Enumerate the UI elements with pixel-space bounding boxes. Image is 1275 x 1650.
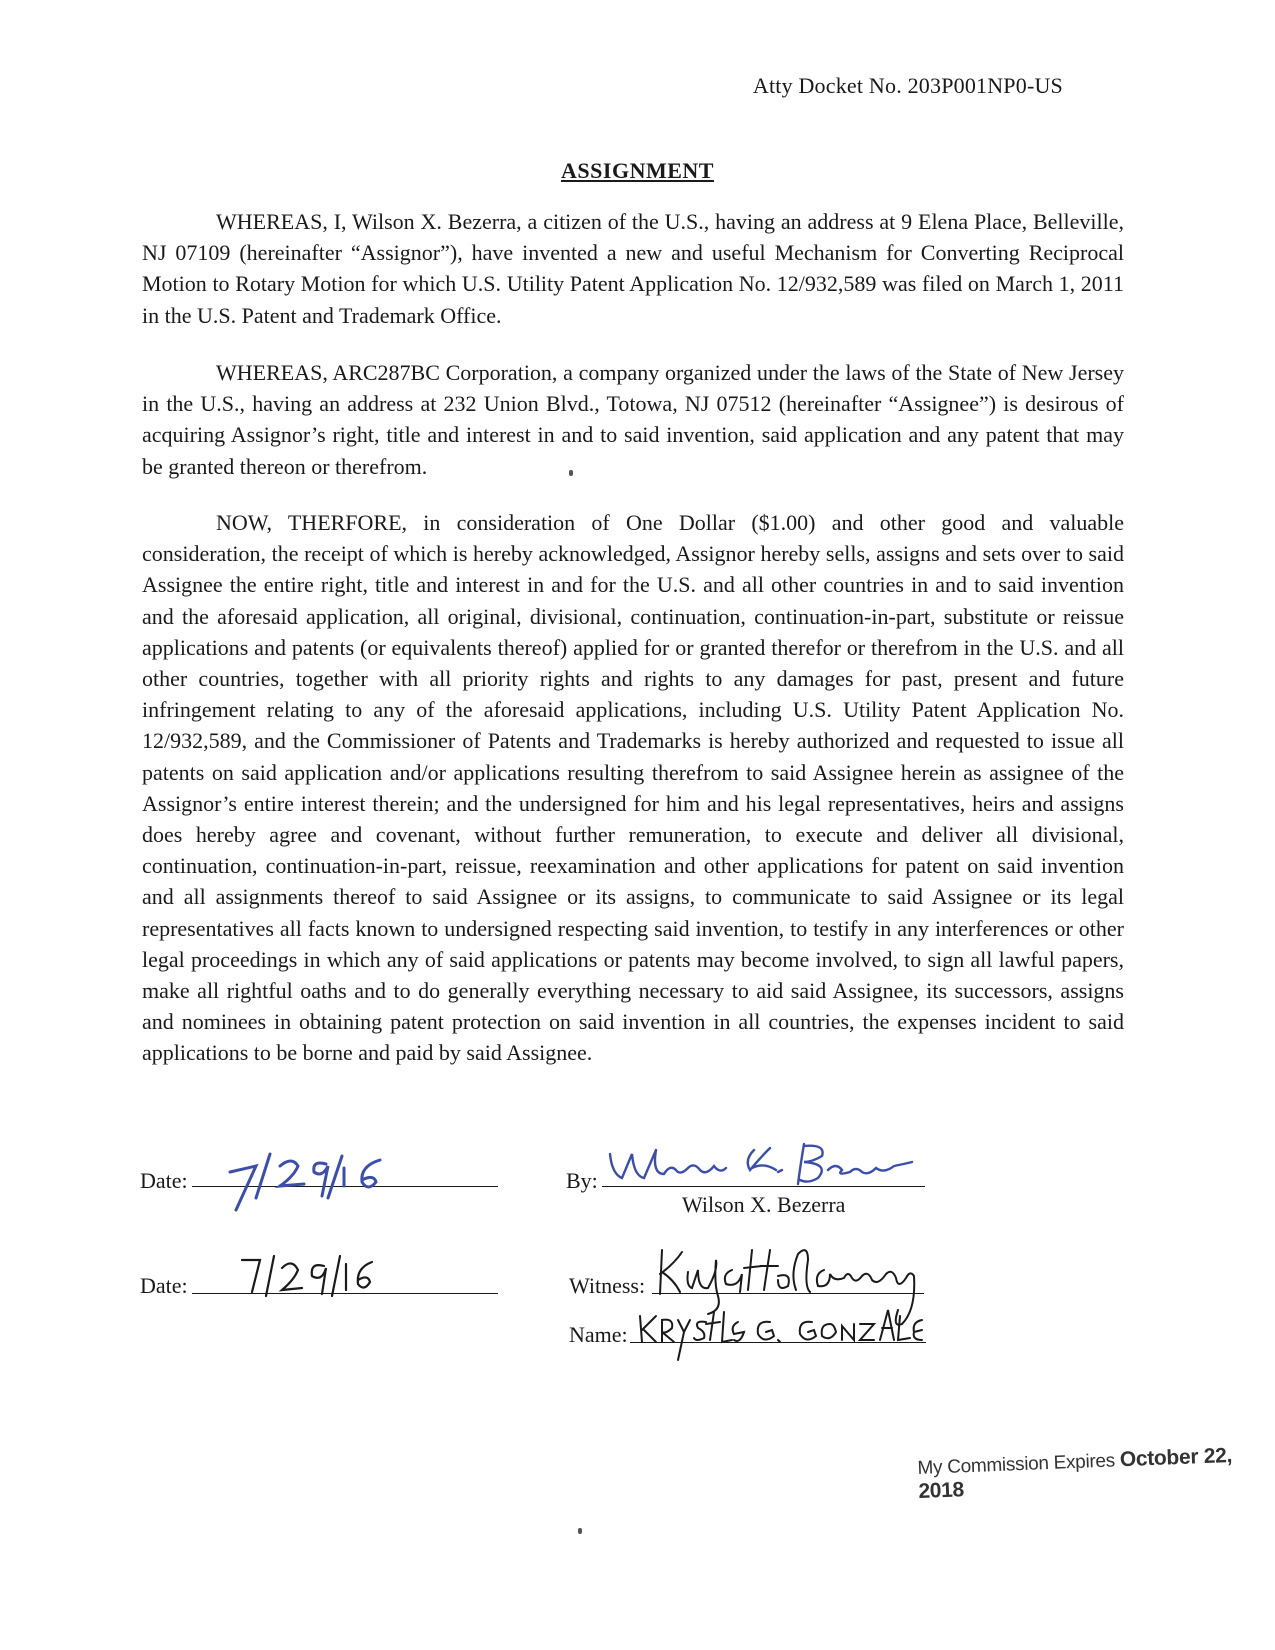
assignor-signature xyxy=(604,1140,914,1192)
svg-text:7/29/16: 7/29/16 xyxy=(222,1212,226,1213)
assignor-date-handwritten xyxy=(222,1152,382,1214)
witness-name-label: Name: xyxy=(569,1322,628,1347)
scan-speck xyxy=(578,1528,582,1534)
witness-date-handwritten xyxy=(236,1254,376,1298)
paragraph-consideration: NOW, THERFORE, in consideration of One Dollar ($1.00) and other good and valuable consideration, the receipt of which is hereby acknowledged, Assignor hereby sells, assigns and sets over to said Assignee the entire right, title and interest in and for the U.S. and all other countries in and to said invention and the aforesaid application, all original, divisional, continuation, continuation-in-part, substitute or reissue applications and patents (or equivalents thereof) applied for or granted therefor or therefrom in the U.S. and all other countries, together with all priority rights and rights to any damages for past, present and future infringement relating to any of the aforesaid applications, including U.S. Utility Patent Application No. 12/932,589, and the Commissioner of Patents and Trademarks is hereby authorized and requested to issue all patents on said application and/or applications resulting therefrom to said Assignee herein as assignee of the Assignor’s entire interest therein; and the undersigned for him and his legal representatives, heirs and assigns does hereby agree and covenant, without further remuneration, to execute and deliver all divisional, continuation, continuation-in-part, reissue, reexamination and other applications for patent on said invention and all assignments thereof to said Assignee or its assigns, to communicate to said Assignee or its legal representatives all facts known to undersigned respecting said invention, to testify in any interferences or other legal proceedings in which any of said applications or patents may become involved, to sign all lawful papers, make all rightful oaths and to do generally everything necessary to aid said Assignee, its successors, assigns and nominees in obtaining patent protection on said invention in all countries, the expenses incident to said applications to be borne and paid by said Assignee. xyxy=(142,510,1124,1066)
stamp-date: October 22, 2018 xyxy=(918,1443,1233,1503)
scan-speck xyxy=(569,470,573,476)
docket-number: Atty Docket No. 203P001NP0-US xyxy=(752,73,1063,98)
witness-date-label: Date: xyxy=(140,1273,188,1298)
witness-label: Witness: xyxy=(569,1273,646,1298)
stamp-prefix: My Commission Expires xyxy=(917,1450,1116,1480)
witness-name-handwritten xyxy=(634,1306,924,1362)
notary-commission-stamp xyxy=(917,1442,1275,1504)
paragraph-assignor: WHEREAS, I, Wilson X. Bezerra, a citizen of the U.S., having an address at 9 Elena Place, Belleville, NJ 07109 (hereinafter “Assignor”), have invented a new and useful Mechanism for Converting Reciprocal Motion to Rotary Motion for which U.S. Utility Patent Application No. 12/932,589 was filed on March 1, 2011 in the U.S. Patent and Trademark Office. xyxy=(142,209,1124,328)
paragraph-assignee: WHEREAS, ARC287BC Corporation, a company organized under the laws of the State of New Jersey in the U.S., having an address at 232 Union Blvd., Totowa, NJ 07512 (hereinafter “Assignee”) is desirous of acquiring Assignor’s right, title and interest in and to said invention, said application and any patent that may be granted thereon or therefrom. xyxy=(142,360,1124,479)
assignor-printed-name: Wilson X. Bezerra xyxy=(682,1192,846,1217)
by-label: By: xyxy=(566,1168,598,1193)
document-title: ASSIGNMENT xyxy=(561,158,714,183)
assignor-date-label: Date: xyxy=(140,1168,188,1193)
